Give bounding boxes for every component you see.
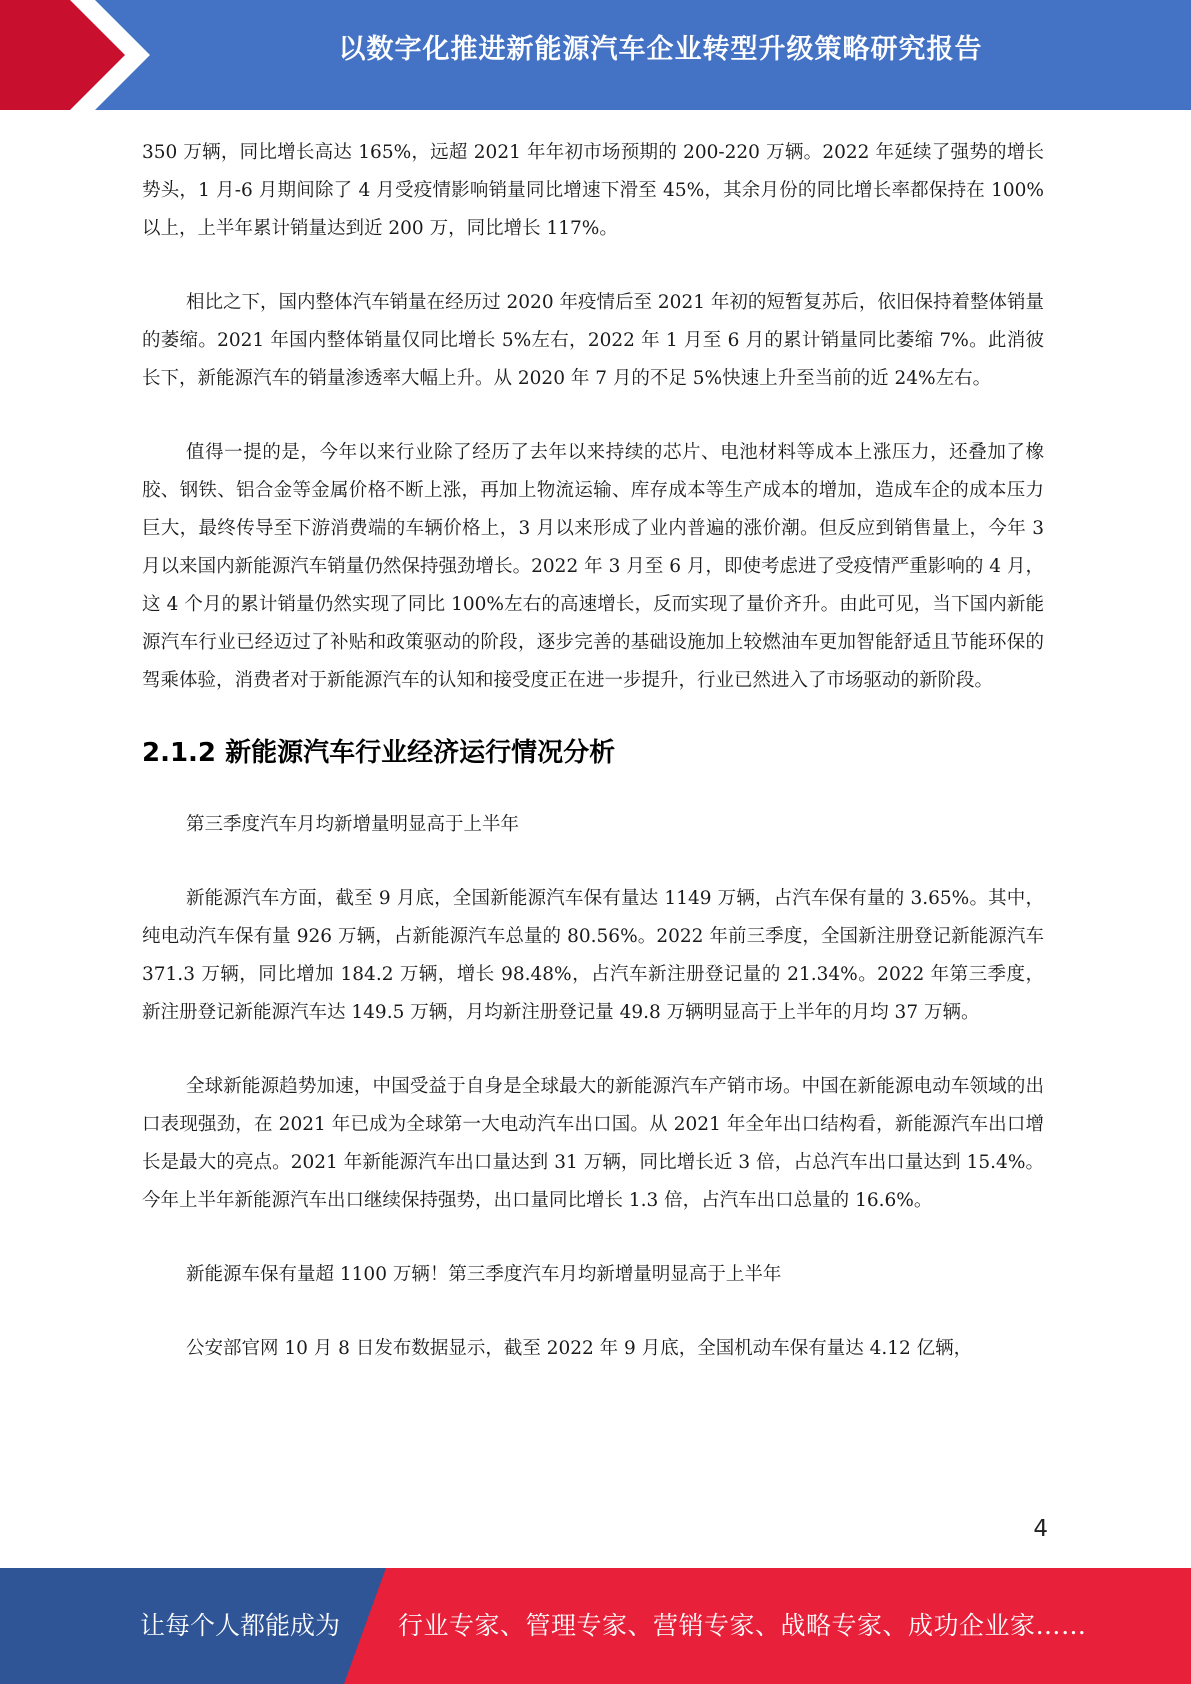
- body-paragraph: 350 万辆，同比增长高达 165%，远超 2021 年年初市场预期的 200-220 万辆。2022 年延续了强势的增长势头，1 月-6 月期间除了 4 月受疫情影响销量同比增速下滑至 45%，其余月份的同比增长率都保持在 100%以上，上半年累计销量达到近 200 万，同比增长 117%。: [142, 142, 1044, 239]
- body-paragraph: 新能源汽车方面，截至 9 月底，全国新能源汽车保有量达 1149 万辆，占汽车保有量的 3.65%。其中，纯电动汽车保有量 926 万辆，占新能源汽车总量的 80.56%。2022 年前三季度，全国新注册登记新能源汽车 371.3 万辆，同比增加 184.2 万辆，增长 98.48%，占汽车新注册登记量的 21.34%。2022 年第三季度，新注册登记新能源汽车达 149.5 万辆，月均新注册登记量 49.8 万辆明显高于上半年的月均 37 万辆。: [142, 888, 1044, 1023]
- page-footer: [0, 1568, 1191, 1684]
- page-header: [0, 0, 1191, 110]
- footer-slogan-right: 行业专家、管理专家、营销专家、战略专家、成功企业家……: [398, 1611, 1087, 1640]
- body-paragraph: 相比之下，国内整体汽车销量在经历过 2020 年疫情后至 2021 年初的短暂复苏后，依旧保持着整体销量的萎缩。2021 年国内整体销量仅同比增长 5%左右，2022 年 1 月至 6 月的累计销量同比萎缩 7%。此消彼长下，新能源汽车的销量渗透率大幅上升。从 2020 年 7 月的不足 5%快速上升至当前的近 24%左右。: [142, 292, 1044, 389]
- page-number: 4: [1033, 1516, 1048, 1542]
- header-arrow-decoration: [0, 0, 160, 110]
- body-paragraph: 值得一提的是，今年以来行业除了经历了去年以来持续的芯片、电池材料等成本上涨压力，还叠加了橡胶、钢铁、铝合金等金属价格不断上涨，再加上物流运输、库存成本等生产成本的增加，造成车企的成本压力巨大，最终传导至下游消费端的车辆价格上，3 月以来形成了业内普遍的涨价潮。但反应到销售量上，今年 3 月以来国内新能源汽车销量仍然保持强劲增长。2022 年 3 月至 6 月，即使考虑进了受疫情严重影响的 4 月，这 4 个月的累计销量仍然实现了同比 100%左右的高速增长，反而实现了量价齐升。由此可见，当下国内新能源汽车行业已经迈过了补贴和政策驱动的阶段，逐步完善的基础设施加上较燃油车更加智能舒适且节能环保的驾乘体验，消费者对于新能源汽车的认知和接受度正在进一步提升，行业已然进入了市场驱动的新阶段。: [142, 442, 1044, 691]
- body-paragraph: 第三季度汽车月均新增量明显高于上半年: [186, 814, 520, 835]
- body-paragraph: 新能源车保有量超 1100 万辆！第三季度汽车月均新增量明显高于上半年: [186, 1264, 782, 1285]
- footer-slogan-left: 让每个人都能成为: [140, 1611, 341, 1640]
- report-title: 以数字化推进新能源汽车企业转型升级策略研究报告: [338, 34, 983, 65]
- body-paragraph: 公安部官网 10 月 8 日发布数据显示，截至 2022 年 9 月底，全国机动车保有量达 4.12 亿辆，: [186, 1338, 973, 1359]
- section-heading: 2.1.2 新能源汽车行业经济运行情况分析: [142, 738, 616, 768]
- page-body: [142, 134, 1044, 1368]
- body-paragraph: 全球新能源趋势加速，中国受益于自身是全球最大的新能源汽车产销市场。中国在新能源电动车领域的出口表现强劲，在 2021 年已成为全球第一大电动汽车出口国。从 2021 年全年出口结构看，新能源汽车出口增长是最大的亮点。2021 年新能源汽车出口量达到 31 万辆，同比增长近 3 倍，占总汽车出口量达到 15.4%。今年上半年新能源汽车出口继续保持强势，出口量同比增长 1.3 倍，占汽车出口总量的 16.6%。: [142, 1076, 1044, 1211]
